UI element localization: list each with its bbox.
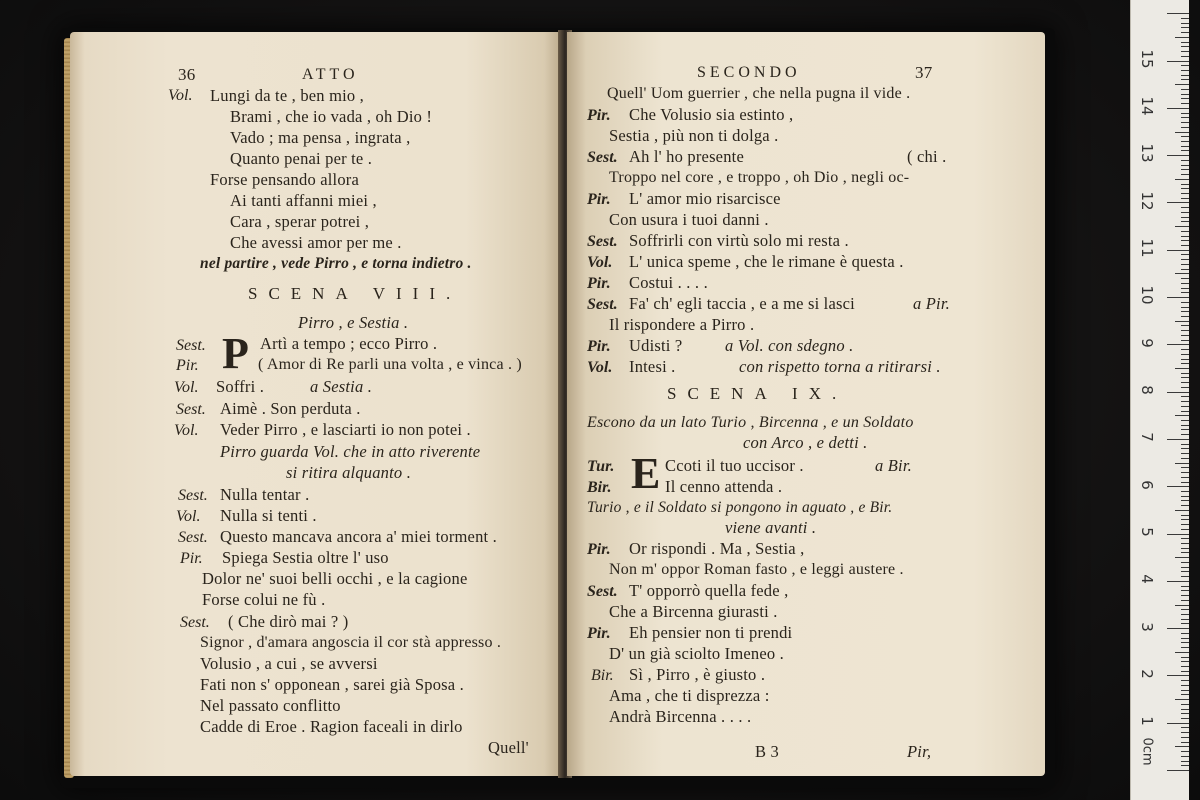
verse-line: Sestia , più non ti dolga .	[609, 126, 779, 145]
ruler-tick	[1181, 283, 1189, 284]
ruler-tick	[1181, 638, 1189, 639]
ruler-tick	[1167, 344, 1189, 345]
ruler-tick	[1167, 439, 1189, 440]
ruler-tick	[1181, 236, 1189, 237]
verse-line: Ccoti il tuo uccisor .	[665, 456, 804, 475]
verse-line: Forse pensando allora	[210, 170, 359, 189]
verse-line: Cara , sperar potrei ,	[230, 212, 370, 231]
ruler-tick	[1167, 13, 1189, 14]
ruler-tick	[1181, 292, 1189, 293]
ruler-tick	[1181, 231, 1189, 232]
verse-line: Non m' oppor Roman fasto , e leggi austere .	[609, 561, 904, 578]
verse-line: Ah l' ho presente	[629, 147, 744, 166]
ruler-tick	[1175, 179, 1189, 180]
ruler-tick	[1181, 122, 1189, 123]
ruler-tick	[1167, 723, 1189, 724]
ruler-tick	[1181, 609, 1189, 610]
ruler-tick	[1181, 307, 1189, 308]
ruler-tick	[1181, 75, 1189, 76]
ruler-tick	[1181, 217, 1189, 218]
ruler-tick	[1175, 273, 1189, 274]
ruler-tick	[1181, 193, 1189, 194]
speaker-label: Bir.	[587, 479, 612, 496]
verse-line: Or rispondi . Ma , Sestia ,	[629, 539, 805, 558]
ruler-tick	[1181, 56, 1189, 57]
ruler-tick	[1181, 529, 1189, 530]
ruler-tick	[1181, 363, 1189, 364]
ruler-tick	[1181, 732, 1189, 733]
ruler-tick	[1181, 694, 1189, 695]
ruler-tick	[1181, 198, 1189, 199]
ruler-tick	[1181, 406, 1189, 407]
ruler-tick	[1181, 571, 1189, 572]
catchword-left: Quell'	[488, 738, 529, 757]
verse-line: Cadde di Eroe . Ragion faceali in dirlo	[200, 717, 463, 736]
ruler-tick	[1181, 543, 1189, 544]
stage-direction: si ritira alquanto .	[286, 463, 412, 482]
ruler-tick	[1181, 500, 1189, 501]
scene-persons: Pirro , e Sestia .	[298, 313, 409, 332]
ruler-tick	[1181, 160, 1189, 161]
ruler-tick	[1181, 709, 1189, 710]
verse-line: Andrà Bircenna . . . .	[609, 707, 752, 726]
ruler-tick	[1181, 259, 1189, 260]
speaker-label: Sest.	[587, 149, 618, 166]
ruler-tick	[1181, 524, 1189, 525]
ruler-tick	[1181, 127, 1189, 128]
ruler-tick	[1167, 61, 1189, 62]
left-page	[70, 32, 564, 776]
ruler-number: 7	[1138, 432, 1156, 442]
ruler-tick	[1181, 302, 1189, 303]
verse-line: Eh pensier non ti prendi	[629, 623, 793, 642]
ruler-tick	[1181, 70, 1189, 71]
signature-mark: B 3	[755, 742, 779, 761]
verse-line: Che Volusio sia estinto ,	[629, 105, 794, 124]
ruler-tick	[1181, 245, 1189, 246]
ruler-number: 3	[1138, 622, 1156, 632]
speaker-label: Vol.	[174, 422, 199, 439]
page-number-left: 36	[178, 65, 196, 84]
ruler-tick	[1181, 387, 1189, 388]
ruler-tick	[1181, 586, 1189, 587]
ruler-tick	[1181, 165, 1189, 166]
ruler-tick	[1181, 458, 1189, 459]
ruler-tick	[1181, 690, 1189, 691]
verse-line: Che a Bircenna giurasti .	[609, 602, 778, 621]
ruler-tick	[1181, 633, 1189, 634]
ruler-tick	[1181, 311, 1189, 312]
page-number-right: 37	[915, 63, 933, 82]
verse-line: Ama , che ti disprezza :	[609, 686, 770, 705]
ruler-tick	[1175, 37, 1189, 38]
verse-line: ( Che dirò mai ? )	[228, 612, 349, 631]
speaker-label: Pir.	[587, 338, 611, 355]
ruler-tick	[1181, 207, 1189, 208]
speaker-label: Sest.	[176, 337, 206, 354]
ruler-number: 10	[1138, 285, 1156, 305]
ruler-tick	[1181, 51, 1189, 52]
verse-line: Aimè . Son perduta .	[220, 399, 361, 418]
verse-continuation: ( chi .	[907, 147, 947, 166]
ruler-tick	[1181, 713, 1189, 714]
ruler-tick	[1181, 657, 1189, 658]
aside-direction: a Vol. con sdegno .	[725, 336, 854, 355]
ruler-tick	[1181, 761, 1189, 762]
ruler-tick	[1181, 595, 1189, 596]
ruler-tick	[1181, 642, 1189, 643]
ruler-tick	[1181, 117, 1189, 118]
verse-line: Con usura i tuoi danni .	[609, 210, 769, 229]
verse-line: D' un già sciolto Imeneo .	[609, 644, 784, 663]
ruler-tick	[1175, 321, 1189, 322]
ruler-tick	[1181, 751, 1189, 752]
ruler-tick	[1181, 425, 1189, 426]
ruler-tick	[1181, 718, 1189, 719]
ruler-tick	[1181, 184, 1189, 185]
verse-line: Questo mancava ancora a' miei torment .	[220, 527, 497, 546]
verse-line: Quanto penai per te .	[230, 149, 373, 168]
ruler-tick	[1181, 742, 1189, 743]
ruler-tick	[1175, 415, 1189, 416]
ruler-tick	[1181, 434, 1189, 435]
ruler-number: 9	[1138, 338, 1156, 348]
speaker-label: Pir.	[180, 550, 203, 567]
ruler-tick	[1181, 401, 1189, 402]
ruler-unit: 0cm	[1139, 737, 1155, 766]
ruler-tick	[1181, 727, 1189, 728]
ruler-tick	[1181, 316, 1189, 317]
ruler-tick	[1181, 325, 1189, 326]
ruler-tick	[1181, 240, 1189, 241]
verse-line: Volusio , a cui , se avversi	[200, 654, 378, 673]
ruler-tick	[1181, 680, 1189, 681]
ruler-tick	[1181, 491, 1189, 492]
ruler-tick	[1167, 628, 1189, 629]
aside-direction: a Pir.	[913, 294, 950, 313]
ruler-tick	[1181, 254, 1189, 255]
ruler-number: 5	[1138, 527, 1156, 537]
ruler-tick	[1167, 297, 1189, 298]
verse-line: Soffrirli con virtù solo mi resta .	[629, 231, 849, 250]
speaker-label: Vol.	[587, 359, 613, 376]
speaker-label: Vol.	[174, 379, 199, 396]
ruler-number: 4	[1138, 574, 1156, 584]
ruler-number: 2	[1138, 669, 1156, 679]
verse-line: Quell' Uom guerrier , che nella pugna il vide .	[607, 85, 911, 102]
ruler-tick	[1181, 472, 1189, 473]
verse-line: Soffri .	[216, 377, 265, 396]
ruler-tick	[1181, 600, 1189, 601]
aside-direction: con rispetto torna a ritirarsi .	[739, 357, 941, 376]
ruler-tick	[1181, 411, 1189, 412]
ruler-tick	[1181, 212, 1189, 213]
ruler-tick	[1181, 505, 1189, 506]
ruler-tick	[1181, 737, 1189, 738]
speaker-label: Sest.	[178, 529, 208, 546]
verse-line: Nulla si tenti .	[220, 506, 317, 525]
ruler-tick	[1181, 169, 1189, 170]
ruler-number: 15	[1138, 49, 1156, 69]
speaker-label: Vol.	[168, 87, 193, 104]
ruler-tick	[1181, 429, 1189, 430]
ruler-tick	[1181, 548, 1189, 549]
stage-direction: nel partire , vede Pirro , e torna indietro .	[200, 255, 472, 272]
ruler-tick	[1181, 482, 1189, 483]
verse-line: Sì , Pirro , è giusto .	[629, 665, 766, 684]
verse-line: T' opporrò quella fede ,	[629, 581, 789, 600]
ruler-tick	[1167, 486, 1189, 487]
ruler-tick	[1181, 496, 1189, 497]
ruler-tick	[1181, 552, 1189, 553]
ruler-tick	[1181, 150, 1189, 151]
ruler-tick	[1181, 562, 1189, 563]
speaker-label: Sest.	[587, 233, 618, 250]
verse-line: Dolor ne' suoi belli occhi , e la cagione	[202, 569, 468, 588]
verse-line: Nel passato conflitto	[200, 696, 341, 715]
ruler-tick	[1167, 202, 1189, 203]
running-head-right: SECONDO	[697, 64, 801, 81]
ruler-tick	[1181, 590, 1189, 591]
measuring-ruler	[1130, 0, 1189, 800]
verse-line: Troppo nel core , e troppo , oh Dio , negli oc-	[609, 169, 910, 186]
ruler-tick	[1181, 136, 1189, 137]
ruler-tick	[1181, 453, 1189, 454]
ruler-tick	[1181, 359, 1189, 360]
ruler-number: 8	[1138, 385, 1156, 395]
ruler-tick	[1181, 174, 1189, 175]
ruler-tick	[1175, 557, 1189, 558]
verse-line: Costui . . . .	[629, 273, 708, 292]
ruler-tick	[1181, 373, 1189, 374]
ruler-tick	[1181, 113, 1189, 114]
running-head-left: ATTO	[302, 66, 359, 83]
speaker-label: Bir.	[591, 667, 614, 684]
ruler-tick	[1181, 538, 1189, 539]
ruler-tick	[1181, 32, 1189, 33]
ruler-tick	[1181, 671, 1189, 672]
ruler-tick	[1181, 146, 1189, 147]
speaker-label: Pir.	[587, 107, 611, 124]
verse-line: Spiega Sestia oltre l' uso	[222, 548, 389, 567]
scene-title: SCENA IX.	[667, 384, 848, 403]
ruler-tick	[1181, 264, 1189, 265]
speaker-label: Pir.	[587, 541, 611, 558]
right-page	[567, 32, 1045, 776]
ruler-tick	[1181, 444, 1189, 445]
ruler-tick	[1181, 666, 1189, 667]
verse-line: L' unica speme , che le rimane è questa .	[629, 252, 904, 271]
ruler-tick	[1181, 661, 1189, 662]
ruler-tick	[1181, 623, 1189, 624]
speaker-label: Pir.	[587, 191, 611, 208]
ruler-tick	[1181, 89, 1189, 90]
verse-line: Fati non s' opponean , sarei già Sposa .	[200, 675, 464, 694]
verse-line: Forse colui ne fù .	[202, 590, 326, 609]
ruler-tick	[1175, 132, 1189, 133]
verse-line: Veder Pirro , e lasciarti io non potei .	[220, 420, 471, 439]
ruler-tick	[1175, 746, 1189, 747]
ruler-number: 1	[1138, 716, 1156, 726]
ruler-tick	[1181, 567, 1189, 568]
ruler-tick	[1167, 155, 1189, 156]
ruler-tick	[1181, 467, 1189, 468]
ruler-number: 14	[1138, 96, 1156, 116]
ruler-tick	[1181, 349, 1189, 350]
ruler-tick	[1181, 396, 1189, 397]
ruler-tick	[1167, 534, 1189, 535]
ruler-tick	[1181, 141, 1189, 142]
verse-line: Fa' ch' egli taccia , e a me si lasci	[629, 294, 855, 313]
speaker-label: Pir.	[176, 357, 199, 374]
ruler-tick	[1181, 647, 1189, 648]
ruler-tick	[1181, 103, 1189, 104]
ruler-tick	[1181, 18, 1189, 19]
ruler-tick	[1181, 188, 1189, 189]
ruler-tick	[1167, 250, 1189, 251]
ruler-tick	[1167, 675, 1189, 676]
ruler-tick	[1175, 605, 1189, 606]
verse-line: Che avessi amor per me .	[230, 233, 402, 252]
ruler-tick	[1181, 65, 1189, 66]
speaker-label: Pir.	[587, 625, 611, 642]
ruler-tick	[1181, 27, 1189, 28]
ruler-tick	[1181, 330, 1189, 331]
ruler-number: 6	[1138, 480, 1156, 490]
stage-direction: viene avanti .	[725, 518, 817, 537]
stage-direction: Pirro guarda Vol. che in atto riverente	[220, 442, 481, 461]
ruler-tick	[1167, 108, 1189, 109]
ruler-tick	[1181, 519, 1189, 520]
ruler-tick	[1181, 94, 1189, 95]
verse-line: Nulla tentar .	[220, 485, 310, 504]
scene-direction: con Arco , e detti .	[743, 433, 868, 452]
ruler-tick	[1181, 685, 1189, 686]
ruler-tick	[1175, 510, 1189, 511]
ruler-tick	[1167, 392, 1189, 393]
ruler-tick	[1181, 278, 1189, 279]
speaker-label: Tur.	[587, 458, 615, 475]
ruler-tick	[1181, 576, 1189, 577]
drop-cap: P	[222, 329, 249, 378]
ruler-tick	[1181, 765, 1189, 766]
ruler-tick	[1181, 448, 1189, 449]
drop-cap: E	[631, 449, 661, 498]
ruler-tick	[1181, 382, 1189, 383]
aside-direction: a Bir.	[875, 456, 912, 475]
ruler-tick	[1181, 377, 1189, 378]
speaker-label: Vol.	[587, 254, 613, 271]
verse-line: Il rispondere a Pirro .	[609, 315, 755, 334]
speaker-label: Sest.	[587, 583, 618, 600]
speaker-label: Vol.	[176, 508, 201, 525]
ruler-tick	[1181, 614, 1189, 615]
verse-line: Signor , d'amara angoscia il cor stà appresso .	[200, 634, 502, 651]
speaker-label: Sest.	[178, 487, 208, 504]
ruler-tick	[1181, 340, 1189, 341]
ruler-tick	[1181, 756, 1189, 757]
ruler-tick	[1181, 79, 1189, 80]
ruler-tick	[1181, 619, 1189, 620]
speaker-label: Sest.	[587, 296, 618, 313]
ruler-tick	[1181, 23, 1189, 24]
scene-direction: Escono da un lato Turio , Bircenna , e un Soldato	[587, 414, 914, 431]
speaker-label: Pir.	[587, 275, 611, 292]
verse-line: Udisti ?	[629, 336, 683, 355]
verse-line: ( Amor di Re parli una volta , e vinca . )	[258, 356, 522, 373]
verse-line: Ai tanti affanni miei ,	[230, 191, 377, 210]
ruler-tick	[1175, 699, 1189, 700]
ruler-tick	[1181, 98, 1189, 99]
ruler-tick	[1167, 770, 1189, 771]
ruler-tick	[1181, 335, 1189, 336]
ruler-tick	[1181, 354, 1189, 355]
verse-line: Intesi .	[629, 357, 676, 376]
verse-line: Brami , che io vada , oh Dio !	[230, 107, 433, 126]
ruler-tick	[1181, 221, 1189, 222]
verse-line: Vado ; ma pensa , ingrata ,	[230, 128, 411, 147]
ruler-tick	[1181, 515, 1189, 516]
speaker-label: Sest.	[176, 401, 206, 418]
verse-line: Lungi da te , ben mio ,	[210, 86, 364, 105]
ruler-tick	[1181, 269, 1189, 270]
ruler-tick	[1181, 42, 1189, 43]
ruler-number: 11	[1138, 238, 1156, 258]
ruler-tick	[1167, 581, 1189, 582]
ruler-number: 12	[1138, 191, 1156, 211]
aside-direction: a Sestia .	[310, 377, 373, 396]
verse-line: L' amor mio risarcisce	[629, 189, 781, 208]
catchword-right: Pir,	[907, 742, 932, 761]
verse-line: Artì a tempo ; ecco Pirro .	[260, 334, 438, 353]
stage-direction: Turio , e il Soldato si pongono in aguato , e Bir.	[587, 499, 893, 516]
ruler-tick	[1181, 477, 1189, 478]
ruler-tick	[1175, 226, 1189, 227]
ruler-tick	[1175, 463, 1189, 464]
ruler-tick	[1181, 704, 1189, 705]
ruler-tick	[1175, 84, 1189, 85]
ruler-tick	[1181, 420, 1189, 421]
ruler-tick	[1181, 288, 1189, 289]
ruler-tick	[1181, 46, 1189, 47]
ruler-tick	[1175, 368, 1189, 369]
ruler-tick	[1175, 652, 1189, 653]
scene-title: SCENA VIII.	[248, 284, 462, 303]
verse-line: Il cenno attenda .	[665, 477, 783, 496]
speaker-label: Sest.	[180, 614, 210, 631]
ruler-number: 13	[1138, 143, 1156, 163]
